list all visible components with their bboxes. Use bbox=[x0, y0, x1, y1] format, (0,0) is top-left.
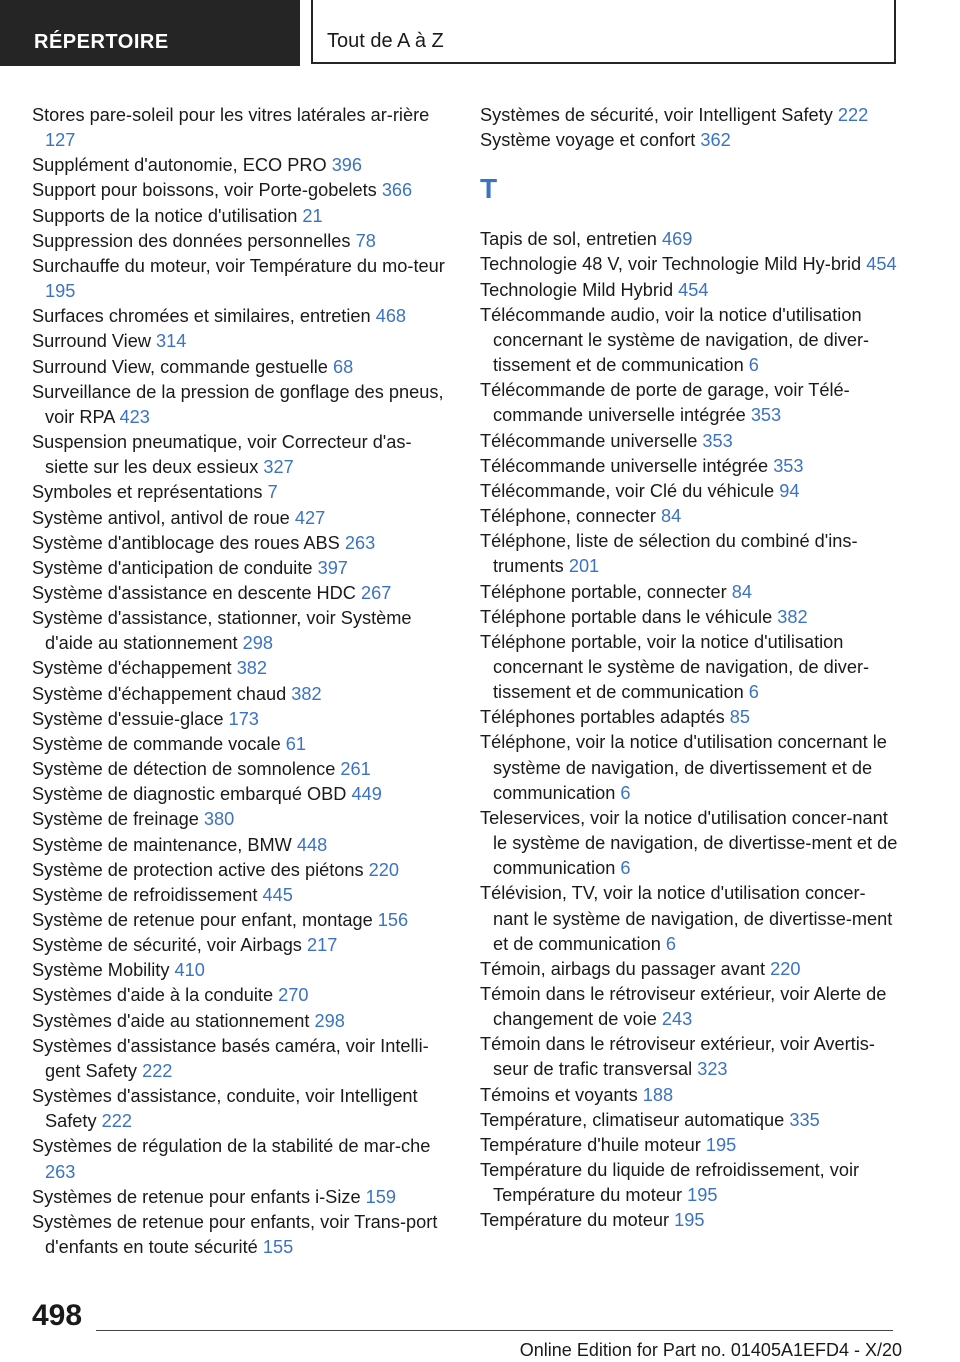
index-entry bbox=[32, 606, 450, 656]
index-entry bbox=[32, 833, 450, 858]
index-entry bbox=[32, 1034, 450, 1084]
index-entry-text: Surfaces chromées et similaires, entretien bbox=[32, 306, 371, 327]
page-link[interactable]: 327 bbox=[263, 457, 294, 478]
index-entry bbox=[480, 1032, 900, 1082]
page-link[interactable]: 382 bbox=[777, 606, 808, 627]
page-link[interactable]: 68 bbox=[332, 356, 354, 377]
index-entry bbox=[32, 782, 450, 807]
index-entry-text: Téléphone, liste de sélection du combiné d'ins-truments bbox=[480, 531, 858, 577]
index-entry bbox=[32, 958, 450, 983]
index-entry bbox=[480, 705, 900, 730]
index-entry-text: Système de protection active des piétons bbox=[32, 859, 364, 880]
index-entry bbox=[480, 103, 900, 128]
index-entry-text: Téléphone portable dans le véhicule bbox=[480, 606, 773, 627]
index-entry-text: Système de retenue pour enfant, montage bbox=[32, 910, 373, 930]
page-link[interactable]: 6 bbox=[748, 355, 759, 376]
page-link[interactable]: 427 bbox=[294, 507, 326, 528]
index-entry-text: Système de sécurité, voir Airbags bbox=[32, 935, 302, 956]
index-entry-text: Température du moteur bbox=[480, 1210, 670, 1231]
index-entry-text: Tapis de sol, entretien bbox=[480, 229, 657, 250]
index-entry bbox=[32, 430, 450, 480]
page-link[interactable]: 61 bbox=[285, 733, 306, 754]
index-entry-text: Systèmes de sécurité, voir Intelligent Safety bbox=[480, 105, 833, 125]
index-entry bbox=[32, 480, 450, 505]
index-entry bbox=[32, 581, 450, 606]
index-entry-text: Système de refroidissement bbox=[32, 884, 258, 905]
index-entry-text: Téléphone, connecter bbox=[480, 506, 656, 527]
index-entry bbox=[32, 732, 450, 757]
page-link[interactable]: 469 bbox=[662, 229, 693, 250]
index-entry-text: Suspension pneumatique, voir Correcteur d'as-siette sur les deux essieux bbox=[32, 432, 412, 478]
index-entry-text: Surchauffe du moteur, voir Température du mo-teur bbox=[32, 255, 445, 276]
page-link[interactable]: 382 bbox=[236, 658, 268, 679]
index-entry bbox=[480, 1108, 900, 1133]
index-entry-text: Témoin dans le rétroviseur extérieur, voir Alerte de changement de voie bbox=[480, 984, 887, 1030]
page-link[interactable]: 263 bbox=[45, 1161, 76, 1182]
index-entry-text: Système voyage et confort bbox=[480, 130, 696, 151]
index-entry-text: Système de commande vocale bbox=[32, 733, 281, 754]
index-entry-text: Système d'anticipation de conduite bbox=[32, 557, 313, 578]
index-entry-text: Témoins et voyants bbox=[480, 1084, 638, 1105]
page-link[interactable]: 468 bbox=[375, 306, 407, 327]
page-link[interactable]: 201 bbox=[568, 556, 600, 577]
index-entry bbox=[480, 1158, 900, 1208]
index-entry bbox=[32, 682, 450, 707]
index-entry bbox=[32, 304, 450, 329]
index-entry bbox=[32, 556, 450, 581]
index-entry-text: Système d'assistance, stationner, voir Système d'aide au stationnement bbox=[32, 608, 412, 654]
section-letter: T bbox=[480, 173, 498, 205]
page-link[interactable]: 195 bbox=[705, 1134, 737, 1155]
page-link[interactable]: 353 bbox=[702, 430, 733, 451]
chapter-tab[interactable]: Tout de A à Z bbox=[311, 0, 896, 64]
index-entry bbox=[480, 504, 900, 529]
index-entry-text: Télécommande universelle intégrée bbox=[480, 455, 769, 476]
index-entry-text: Téléphone portable, voir la notice d'utilisation concernant le système de navigation, de diver-tissement et de communication bbox=[480, 631, 870, 703]
index-entry-text: Système de maintenance, BMW bbox=[32, 834, 292, 855]
page-link[interactable]: 267 bbox=[361, 582, 392, 603]
index-entry-text: Surround View, commande gestuelle bbox=[32, 356, 328, 377]
page-link[interactable]: 217 bbox=[306, 935, 338, 956]
page-link[interactable]: 298 bbox=[242, 633, 273, 654]
index-entry-text: Surveillance de la pression de gonflage des pneus, voir RPA bbox=[32, 381, 444, 427]
page-link[interactable]: 454 bbox=[866, 254, 897, 275]
index-entry bbox=[480, 1208, 900, 1233]
index-entry-text: Systèmes de régulation de la stabilité de mar-che bbox=[32, 1136, 431, 1157]
index-entry-text: Systèmes d'aide à la conduite bbox=[32, 985, 274, 1006]
page-link[interactable]: 6 bbox=[620, 858, 631, 879]
page-link[interactable]: 127 bbox=[45, 130, 76, 151]
index-entry-text: Télécommande de porte de garage, voir Télé-commande universelle intégrée bbox=[480, 380, 850, 426]
index-entry bbox=[480, 227, 900, 252]
page-link[interactable]: 263 bbox=[344, 532, 376, 553]
index-entry-text: Systèmes d'assistance, conduite, voir Intelligent Safety bbox=[32, 1086, 418, 1132]
index-entry-text: Température d'huile moteur bbox=[480, 1134, 701, 1155]
page-link[interactable]: 6 bbox=[748, 682, 759, 703]
index-entry bbox=[32, 1210, 450, 1260]
page-link[interactable]: 195 bbox=[687, 1185, 718, 1206]
page-link[interactable]: 270 bbox=[278, 985, 309, 1006]
page-link[interactable]: 84 bbox=[661, 506, 682, 527]
index-entry-text: Système d'échappement chaud bbox=[32, 683, 287, 704]
page-link[interactable]: 397 bbox=[317, 557, 348, 578]
index-entry-text: Télécommande, voir Clé du véhicule bbox=[480, 480, 775, 501]
index-entry bbox=[480, 806, 900, 881]
index-entry bbox=[32, 103, 450, 153]
index-entry-text: Témoin dans le rétroviseur extérieur, voir Avertis-seur de trafic transversal bbox=[480, 1034, 875, 1080]
index-entry-text: Téléphone, voir la notice d'utilisation concernant le système de navigation, de divertissement et de communication bbox=[480, 732, 887, 803]
index-entry-text: Technologie 48 V, voir Technologie Mild Hy-brid bbox=[480, 254, 862, 275]
index-entry bbox=[480, 1133, 900, 1158]
index-entry-text: Support pour boissons, voir Porte-gobelets bbox=[32, 180, 377, 201]
index-entry bbox=[480, 128, 900, 153]
index-entry-text: Télécommande universelle bbox=[480, 430, 698, 451]
page-link[interactable]: 410 bbox=[174, 960, 205, 981]
page-link[interactable]: 396 bbox=[331, 155, 363, 176]
index-entry-text: Systèmes de retenue pour enfants i-Size bbox=[32, 1186, 361, 1207]
index-entry-text: Systèmes d'aide au stationnement bbox=[32, 1010, 310, 1031]
index-entry bbox=[32, 329, 450, 354]
page-link[interactable]: 222 bbox=[837, 105, 869, 125]
page-link[interactable]: 445 bbox=[262, 884, 293, 905]
index-entry bbox=[32, 1084, 450, 1134]
page-link[interactable]: 84 bbox=[731, 581, 753, 602]
index-entry-text: Système de détection de somnolence bbox=[32, 759, 336, 780]
index-entry-text: Température, climatiseur automatique bbox=[480, 1109, 785, 1130]
page-link[interactable]: 382 bbox=[291, 683, 322, 704]
index-group-s-continued bbox=[480, 103, 900, 153]
index-entry bbox=[32, 204, 450, 229]
page-link[interactable]: 323 bbox=[697, 1059, 728, 1080]
index-entry-text: Technologie Mild Hybrid bbox=[480, 279, 674, 300]
page-link[interactable]: 220 bbox=[368, 859, 400, 880]
page-link[interactable]: 362 bbox=[700, 130, 731, 151]
page-number: 498 bbox=[32, 1299, 83, 1332]
index-entry bbox=[480, 1083, 900, 1108]
page-link[interactable]: 173 bbox=[228, 708, 259, 729]
index-entry-text: Système d'antiblocage des roues ABS bbox=[32, 532, 340, 553]
index-column-right bbox=[480, 103, 900, 1234]
page-link[interactable]: 448 bbox=[296, 834, 328, 855]
page-link[interactable]: 156 bbox=[377, 910, 409, 930]
index-entry-text: Télévision, TV, voir la notice d'utilisation concer-nant le système de navigation, de divertisse-ment et de communication bbox=[480, 883, 893, 954]
page-link[interactable]: 243 bbox=[661, 1009, 693, 1030]
index-entry bbox=[480, 605, 900, 630]
index-entry bbox=[32, 254, 450, 304]
index-entry bbox=[32, 858, 450, 883]
index-entry bbox=[32, 1134, 450, 1184]
index-entry bbox=[480, 982, 900, 1032]
page-link[interactable]: 366 bbox=[381, 180, 413, 201]
page-link[interactable]: 94 bbox=[779, 480, 800, 501]
index-entry bbox=[480, 957, 900, 982]
page-link[interactable]: 78 bbox=[355, 230, 376, 251]
page-link[interactable]: 155 bbox=[262, 1237, 294, 1258]
page-link[interactable]: 353 bbox=[750, 405, 782, 426]
index-entry-text: Téléphones portables adaptés bbox=[480, 707, 725, 728]
index-entry bbox=[32, 1185, 450, 1210]
index-group-t bbox=[480, 227, 900, 1233]
index-entry bbox=[480, 730, 900, 805]
page-link[interactable]: 380 bbox=[203, 809, 235, 830]
index-entry-text: Système antivol, antivol de roue bbox=[32, 507, 290, 528]
index-entry-text: Systèmes de retenue pour enfants, voir Trans-port d'enfants en toute sécurité bbox=[32, 1211, 438, 1258]
index-entry bbox=[32, 229, 450, 254]
page-link[interactable]: 449 bbox=[351, 784, 382, 805]
index-entry bbox=[480, 529, 900, 579]
page-header bbox=[0, 0, 960, 66]
index-entry bbox=[32, 380, 450, 430]
page-link[interactable]: 220 bbox=[770, 958, 801, 979]
index-entry-text: Symboles et représentations bbox=[32, 482, 263, 503]
page-link[interactable]: 159 bbox=[365, 1186, 396, 1207]
index-column-left bbox=[32, 103, 450, 1260]
index-entry bbox=[32, 933, 450, 958]
page-link[interactable]: 298 bbox=[314, 1010, 345, 1031]
index-entry bbox=[32, 178, 450, 203]
index-entry-text: Surround View bbox=[32, 331, 151, 352]
index-entry bbox=[32, 983, 450, 1008]
page-link[interactable]: 6 bbox=[620, 782, 631, 803]
index-entry-text: Système d'essuie-glace bbox=[32, 708, 224, 729]
index-entry bbox=[32, 807, 450, 832]
page-link[interactable]: 335 bbox=[789, 1109, 820, 1130]
page-link[interactable]: 6 bbox=[665, 933, 677, 954]
index-entry-text: Télécommande audio, voir la notice d'utilisation concernant le système de navigation, de diver-tissement et de communication bbox=[480, 304, 870, 376]
index-entry bbox=[480, 881, 900, 956]
index-entry bbox=[32, 707, 450, 732]
index-entry-text: Témoin, airbags du passager avant bbox=[480, 958, 766, 979]
index-entry-text: Téléphone portable, connecter bbox=[480, 581, 727, 602]
index-entry-text: Système d'assistance en descente HDC bbox=[32, 582, 356, 603]
page-link[interactable]: 195 bbox=[45, 281, 76, 302]
index-entry bbox=[480, 454, 900, 479]
index-entry bbox=[480, 303, 900, 378]
page-link[interactable]: 21 bbox=[302, 205, 323, 226]
page-link[interactable]: 353 bbox=[773, 455, 804, 476]
index-entry-text: Système Mobility bbox=[32, 960, 170, 981]
index-entry-text: Système de freinage bbox=[32, 809, 199, 830]
index-entry bbox=[480, 378, 900, 428]
index-entry bbox=[32, 908, 450, 933]
page-link[interactable]: 222 bbox=[142, 1060, 173, 1081]
index-entry bbox=[32, 531, 450, 556]
index-entry bbox=[32, 656, 450, 681]
page-link[interactable]: 85 bbox=[729, 707, 750, 728]
index-entry-text: Systèmes d'assistance basés caméra, voir Intelli-gent Safety bbox=[32, 1035, 429, 1081]
page-link[interactable]: 261 bbox=[340, 759, 371, 780]
index-entry bbox=[32, 883, 450, 908]
index-entry-text: Supplément d'autonomie, ECO PRO bbox=[32, 155, 327, 176]
footer-divider bbox=[96, 1330, 893, 1331]
index-entry bbox=[480, 479, 900, 504]
index-entry-text: Stores pare-soleil pour les vitres latérales ar-rière bbox=[32, 105, 430, 125]
index-entry-text: Suppression des données personnelles bbox=[32, 230, 351, 251]
page-link[interactable]: 454 bbox=[678, 279, 709, 300]
index-entry-text: Système d'échappement bbox=[32, 658, 232, 679]
index-entry bbox=[32, 153, 450, 178]
page-link[interactable]: 314 bbox=[156, 331, 187, 352]
page-link[interactable]: 7 bbox=[267, 482, 278, 503]
index-entry-text: Teleservices, voir la notice d'utilisation concer-nant le système de navigation, de divertisse-ment et de communication bbox=[480, 807, 898, 879]
index-entry bbox=[32, 506, 450, 531]
index-entry bbox=[32, 1009, 450, 1034]
index-entry bbox=[480, 429, 900, 454]
edition-info: Online Edition for Part no. 01405A1EFD4 - X/20 bbox=[519, 1340, 902, 1360]
section-tab[interactable]: RÉPERTOIRE bbox=[0, 0, 300, 66]
index-entry-text: Système de diagnostic embarqué OBD bbox=[32, 784, 347, 805]
index-entry bbox=[480, 580, 900, 605]
page-link[interactable]: 222 bbox=[101, 1111, 132, 1132]
page-link[interactable]: 188 bbox=[642, 1084, 674, 1105]
index-entry-text: Supports de la notice d'utilisation bbox=[32, 205, 298, 226]
page-link[interactable]: 195 bbox=[674, 1210, 705, 1231]
index-entry bbox=[32, 757, 450, 782]
index-entry bbox=[480, 630, 900, 705]
index-entry-text: Température du liquide de refroidissement, voir Température du moteur bbox=[480, 1160, 860, 1206]
index-entry bbox=[480, 278, 900, 303]
index-entry bbox=[480, 252, 900, 277]
page-link[interactable]: 423 bbox=[119, 406, 150, 427]
index-entry bbox=[32, 355, 450, 380]
